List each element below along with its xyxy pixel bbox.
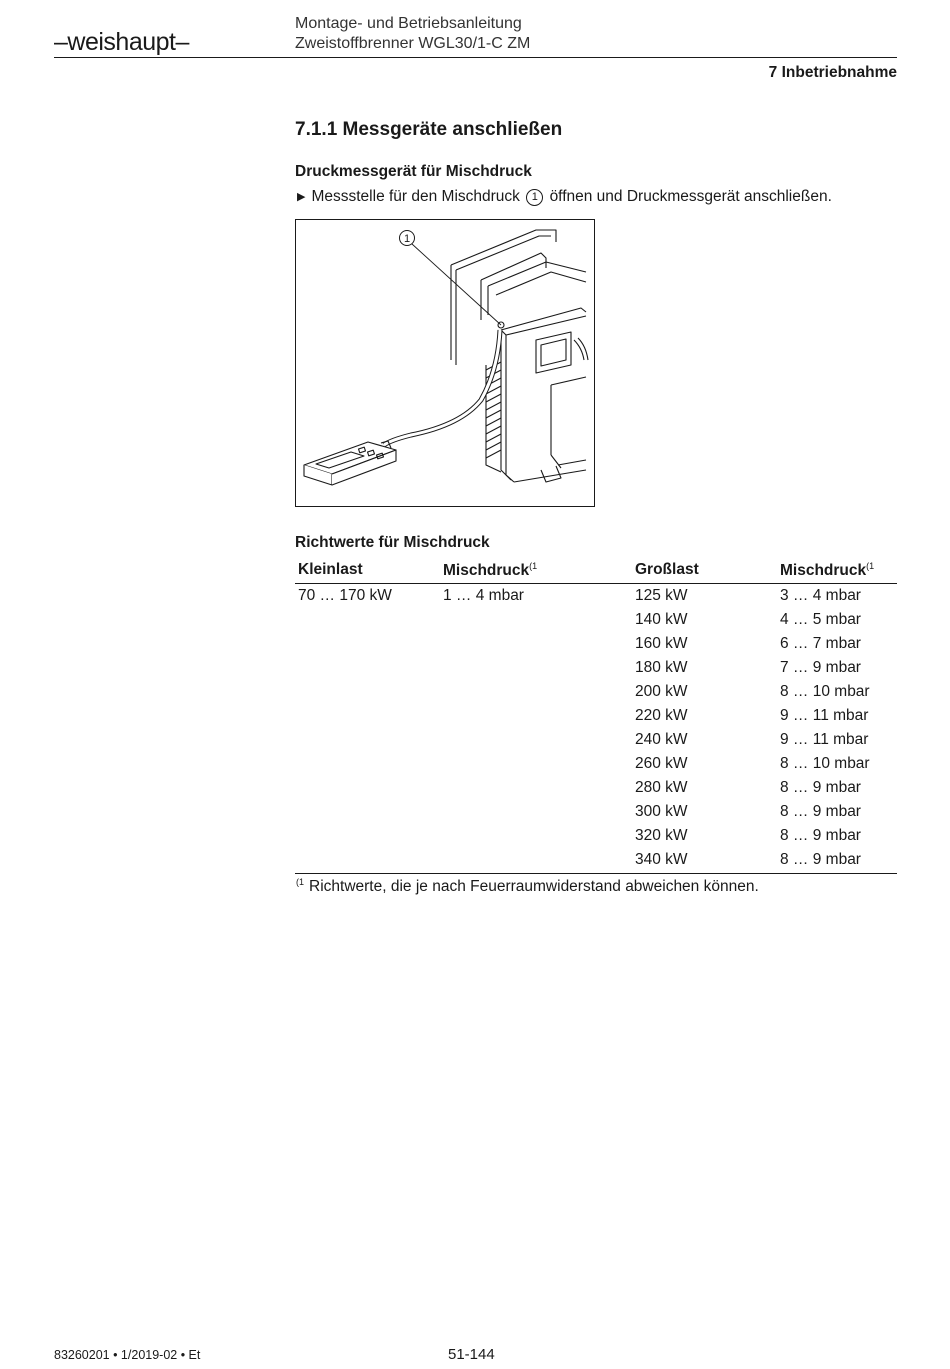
table-row-load: 125 kW	[635, 587, 688, 604]
table-row-pressure: 8 … 9 mbar	[780, 779, 861, 796]
weishaupt-logo: –weishaupt–	[54, 28, 189, 56]
pressure-gauge-illustration	[296, 220, 594, 506]
table-row-load: 180 kW	[635, 659, 688, 676]
chapter-title: 7 Inbetriebnahme	[768, 64, 897, 81]
section-title: 7.1.1 Messgeräte anschließen	[295, 119, 563, 140]
header-divider	[54, 57, 897, 58]
header-line-2: Zweistoffbrenner WGL30/1-C ZM	[295, 35, 531, 52]
table-row-load: 240 kW	[635, 731, 688, 748]
table-row-pressure: 3 … 4 mbar	[780, 587, 861, 604]
figure-callout: 1	[403, 233, 411, 245]
table-row-pressure: 7 … 9 mbar	[780, 659, 861, 676]
kleinlast-value: 70 … 170 kW	[298, 587, 392, 604]
table-row-load: 160 kW	[635, 635, 688, 652]
table-row-pressure: 6 … 7 mbar	[780, 635, 861, 652]
bullet-triangle-icon: ▶	[297, 191, 306, 203]
table-row-load: 300 kW	[635, 803, 688, 820]
header-line-1: Montage- und Betriebsanleitung	[295, 15, 522, 32]
table-row-pressure: 8 … 10 mbar	[780, 683, 870, 700]
document-id: 83260201 • 1/2019-02 • Et	[54, 1348, 201, 1362]
header-mischdruck-2: Mischdruck$^{(1}$	[780, 561, 875, 579]
instruction-text-after: öffnen und Druckmessgerät anschließen.	[549, 188, 832, 205]
table-row-load: 200 kW	[635, 683, 688, 700]
table-header-rule	[295, 583, 897, 584]
table-row-load: 340 kW	[635, 851, 688, 868]
table-row-load: 220 kW	[635, 707, 688, 724]
header-kleinlast: Kleinlast	[298, 561, 363, 578]
table-row-load: 140 kW	[635, 611, 688, 628]
callout-marker: 1	[526, 189, 543, 206]
kleinlast-pressure: 1 … 4 mbar	[443, 587, 524, 604]
table-row-pressure: 4 … 5 mbar	[780, 611, 861, 628]
subheading: Druckmessgerät für Mischdruck	[295, 163, 532, 180]
table-row-pressure: 8 … 9 mbar	[780, 851, 861, 868]
table-row-pressure: 8 … 9 mbar	[780, 827, 861, 844]
instruction-step	[297, 188, 832, 206]
document-header	[295, 14, 530, 54]
table-row-pressure: 9 … 11 mbar	[780, 731, 869, 748]
header-mischdruck-1: Mischdruck$^{(1}$	[443, 561, 538, 579]
table-title: Richtwerte für Mischdruck	[295, 534, 490, 551]
table-row-load: 320 kW	[635, 827, 688, 844]
table-bottom-rule	[295, 873, 897, 874]
table-row-load: 260 kW	[635, 755, 688, 772]
instruction-text-before: Messstelle für den Mischdruck	[311, 188, 520, 205]
table-row-pressure: 8 … 10 mbar	[780, 755, 870, 772]
header-grosslast: Großlast	[635, 561, 699, 578]
page-number: 51-144	[448, 1346, 495, 1363]
table-row-load: 280 kW	[635, 779, 688, 796]
table-footnote: $^{(1}$ Richtwerte, die je nach Feuerraumwiderstand abweichen können.	[296, 877, 759, 895]
table-row-pressure: 9 … 11 mbar	[780, 707, 869, 724]
table-row-pressure: 8 … 9 mbar	[780, 803, 861, 820]
illustration-frame	[295, 219, 595, 507]
